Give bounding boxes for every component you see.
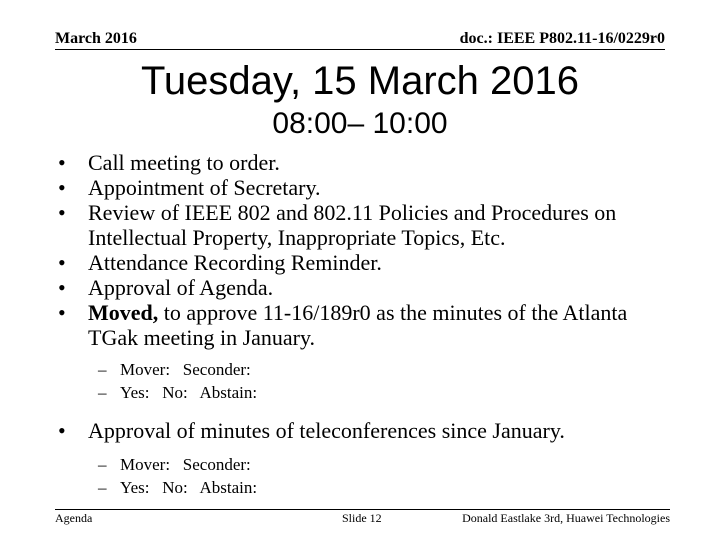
- vote-mover-seconder: – Mover: Seconder:: [98, 358, 678, 381]
- gap: [58, 350, 678, 358]
- agenda-item-minutes-motion: [58, 300, 678, 350]
- gap: [58, 404, 678, 418]
- footer-rule: [55, 509, 670, 510]
- gap: [58, 443, 678, 453]
- vote-mover-seconder: – Mover: Seconder:: [98, 453, 678, 476]
- agenda-list: [58, 150, 678, 499]
- agenda-item-call-to-order: • Call meeting to order.: [58, 150, 678, 175]
- header-rule: [55, 49, 665, 50]
- agenda-item-teleconf-minutes: • Approval of minutes of teleconferences since January.: [58, 418, 678, 443]
- slide-title: Tuesday, 15 March 2016: [140, 59, 580, 103]
- vote-list-2: [98, 453, 678, 499]
- agenda-item-secretary: • Appointment of Secretary.: [58, 175, 678, 200]
- footer-section: Agenda: [55, 511, 93, 525]
- footer-author: Donald Eastlake 3rd, Huawei Technologies: [462, 511, 670, 525]
- slide-subtitle: 08:00– 10:00: [272, 107, 448, 140]
- moved-text: to approve 11-16/189r0 as the minutes of the Atlanta TGak meeting in January.: [88, 300, 628, 350]
- vote-block-1: [58, 358, 678, 404]
- moved-label: Moved,: [88, 300, 159, 325]
- vote-yes-no-abstain: – Yes: No: Abstain:: [98, 381, 678, 404]
- vote-list-1: [98, 358, 678, 404]
- vote-yes-no-abstain: – Yes: No: Abstain:: [98, 476, 678, 499]
- agenda-item-approval-agenda: • Approval of Agenda.: [58, 275, 678, 300]
- vote-block-2: [58, 453, 678, 499]
- agenda-item-attendance: • Attendance Recording Reminder.: [58, 250, 678, 275]
- agenda-item-policies: • Review of IEEE 802 and 802.11 Policies and Procedures on Intellectual Property, Inappropriate Topics, Etc.: [58, 200, 678, 250]
- footer-slide-number: Slide 12: [342, 511, 382, 525]
- header-doc-id: doc.: IEEE P802.11-16/0229r0: [459, 30, 665, 47]
- header-date: March 2016: [55, 30, 137, 47]
